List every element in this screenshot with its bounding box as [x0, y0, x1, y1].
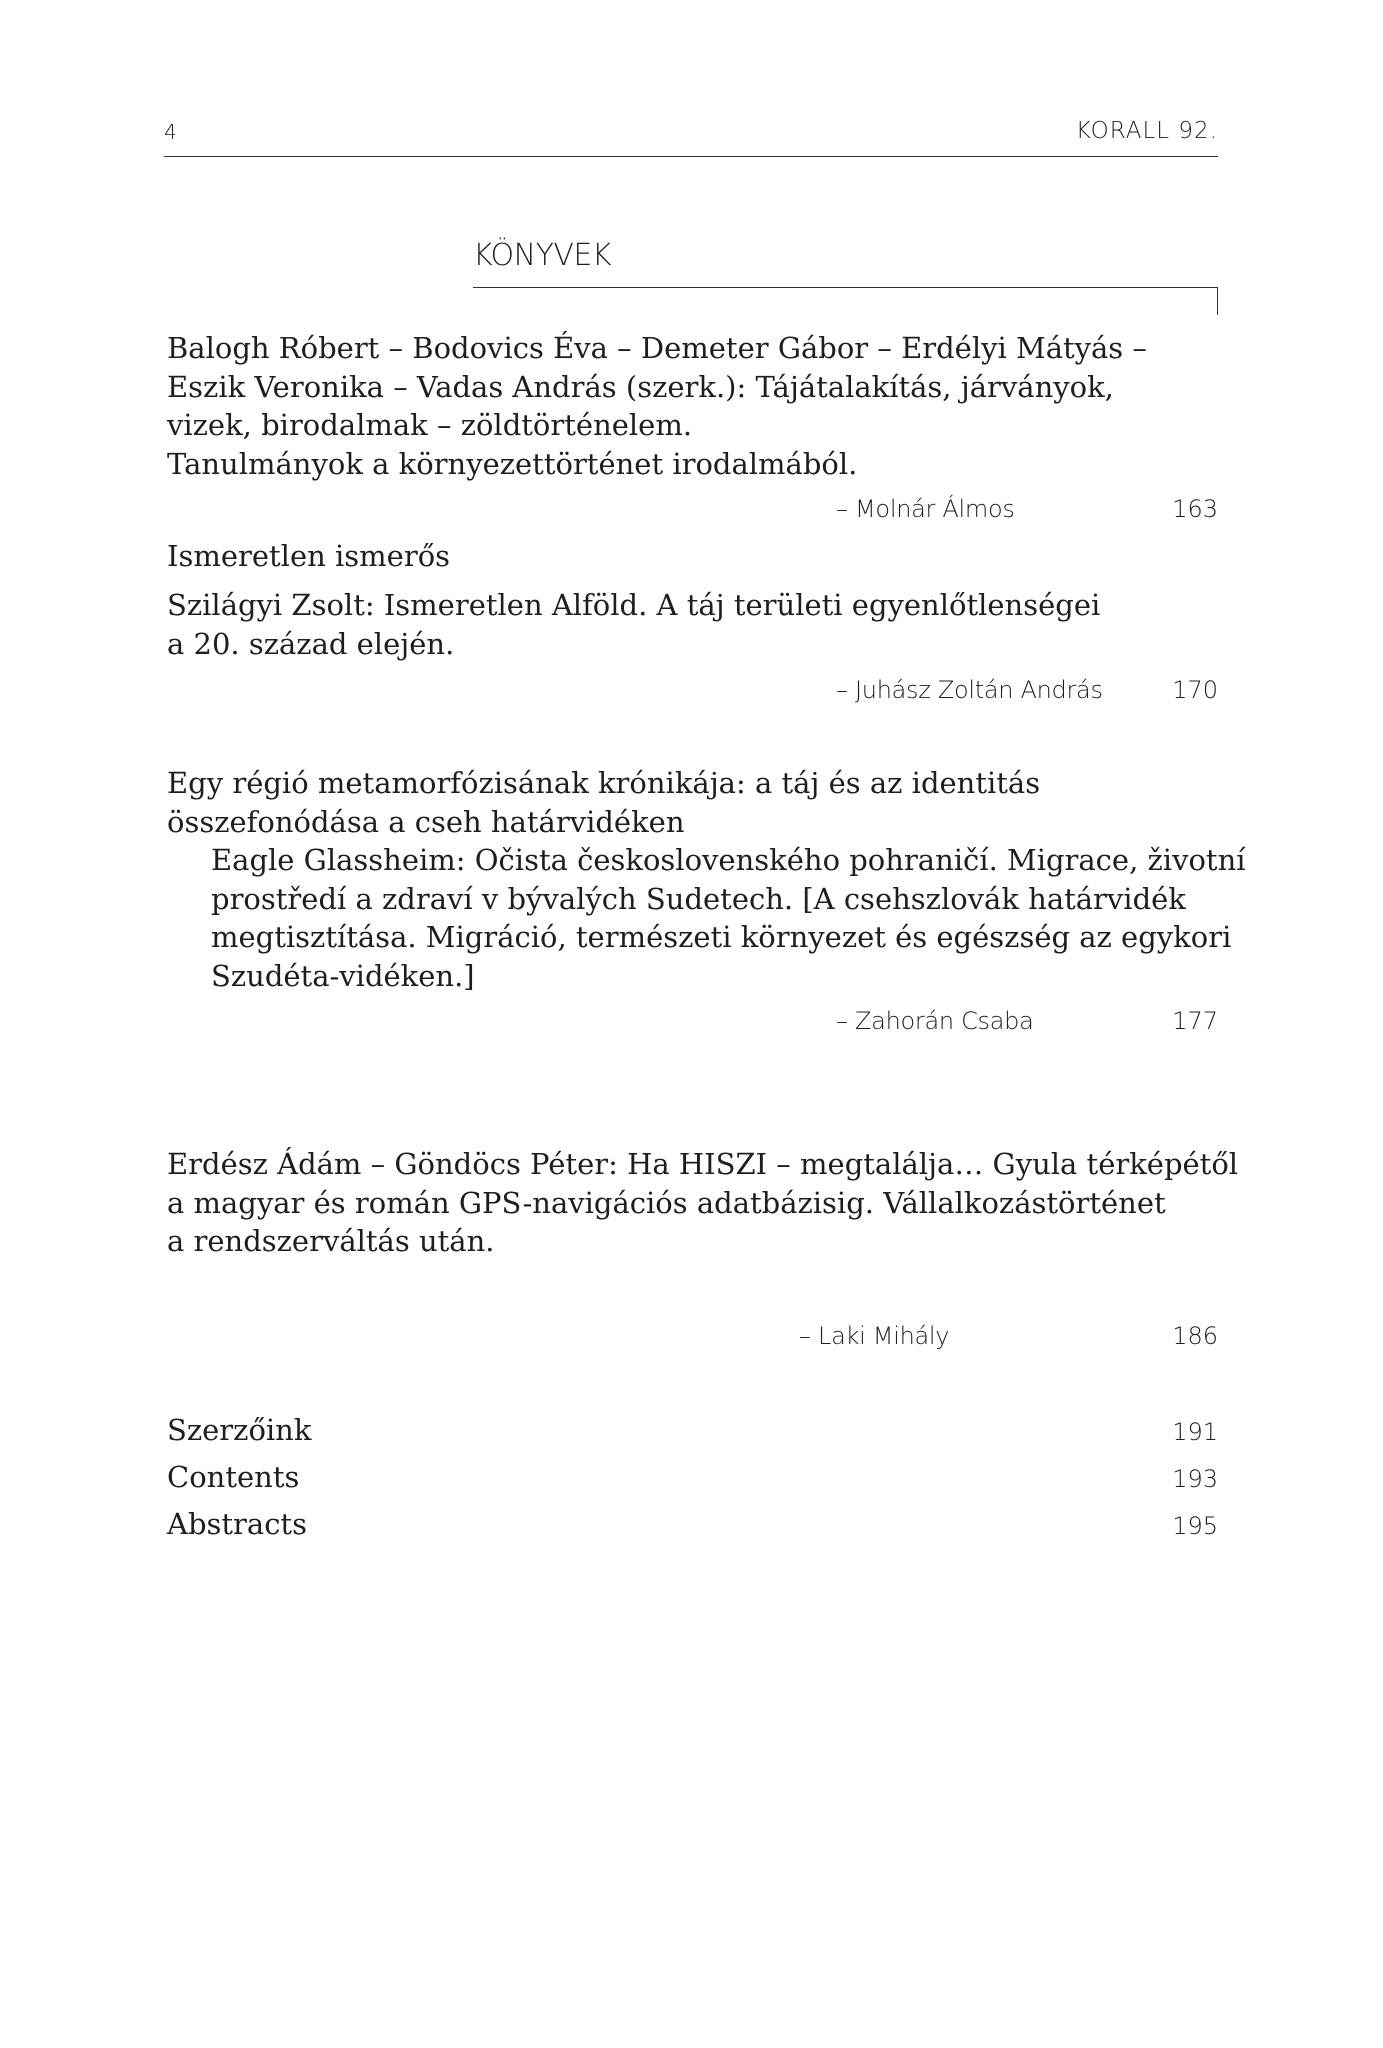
entry-title-line: összefonódása a cseh határvidéken — [167, 804, 685, 839]
toc-entry-2-title: Ismeretlen ismerős — [167, 539, 451, 573]
section-rule-tick — [1217, 287, 1218, 315]
entry-line: Eagle Glassheim: Očista československého pohraničí. Migrace, životní — [211, 843, 1246, 877]
entry-line: a 20. század elején. — [167, 626, 455, 661]
header-rule — [164, 156, 1218, 157]
section-title: KÖNYVEK — [473, 238, 612, 273]
entry-line: a magyar és román GPS-navigációs adatbázisig. Vállalkozástörténet — [167, 1185, 1166, 1220]
entry-line: Erdész Ádám – Göndöcs Péter: Ha HISZI – megtalálja… Gyula térképétől — [167, 1147, 1239, 1181]
entry-line: megtisztítása. Migráció, természeti környezet és egészség az egykori — [211, 920, 1232, 954]
back-matter-abstracts: Abstracts — [167, 1507, 307, 1541]
entry-line: vizek, birodalmak – zöldtörténelem. — [167, 408, 693, 442]
toc-entry-4 — [167, 1145, 1239, 1261]
page-ref-2: 170 — [1172, 676, 1218, 704]
entry-line: Tanulmányok a környezettörténet irodalmából. — [167, 446, 858, 481]
running-head: KORALL 92. — [1075, 118, 1218, 144]
back-matter-szerzoink: Szerzőink — [167, 1413, 312, 1447]
reviewer-3: – Zahorán Csaba — [836, 1007, 1034, 1035]
entry-line: Balogh Róbert – Bodovics Éva – Demeter Gábor – Erdélyi Mátyás – — [167, 331, 1147, 365]
toc-entry-3 — [167, 841, 1246, 995]
entry-title-line: Egy régió metamorfózisának krónikája: a táj és az identitás — [167, 766, 1041, 800]
reviewer-1: – Molnár Álmos — [836, 495, 1015, 523]
page-ref-1: 163 — [1172, 495, 1218, 523]
entry-line: Eszik Veronika – Vadas András (szerk.): Tájátalakítás, járványok, — [167, 369, 1114, 404]
entry-line: Szilágyi Zsolt: Ismeretlen Alföld. A táj területi egyenlőtlenségei — [167, 588, 1101, 622]
reviewer-4: – Laki Mihály — [799, 1322, 950, 1350]
toc-entry-3-title — [167, 764, 1087, 841]
back-matter-contents: Contents — [167, 1460, 300, 1494]
page-number: 4 — [164, 120, 177, 144]
back-matter-page: 193 — [1172, 1465, 1218, 1493]
page-ref-3: 177 — [1172, 1007, 1218, 1035]
back-matter-page: 195 — [1172, 1512, 1218, 1540]
reviewer-2: – Juhász Zoltán András — [836, 676, 1103, 704]
page-ref-4: 186 — [1172, 1322, 1218, 1350]
entry-line: Szudéta-vidéken.] — [211, 958, 475, 993]
toc-entry-2 — [167, 586, 1101, 663]
section-rule — [473, 287, 1218, 288]
entry-line: prostředí a zdraví v bývalých Sudetech. [A csehszlovák határvidék — [211, 881, 1186, 916]
entry-line: a rendszerváltás után. — [167, 1224, 495, 1258]
back-matter-page: 191 — [1172, 1418, 1218, 1446]
toc-entry-1 — [167, 329, 1147, 483]
